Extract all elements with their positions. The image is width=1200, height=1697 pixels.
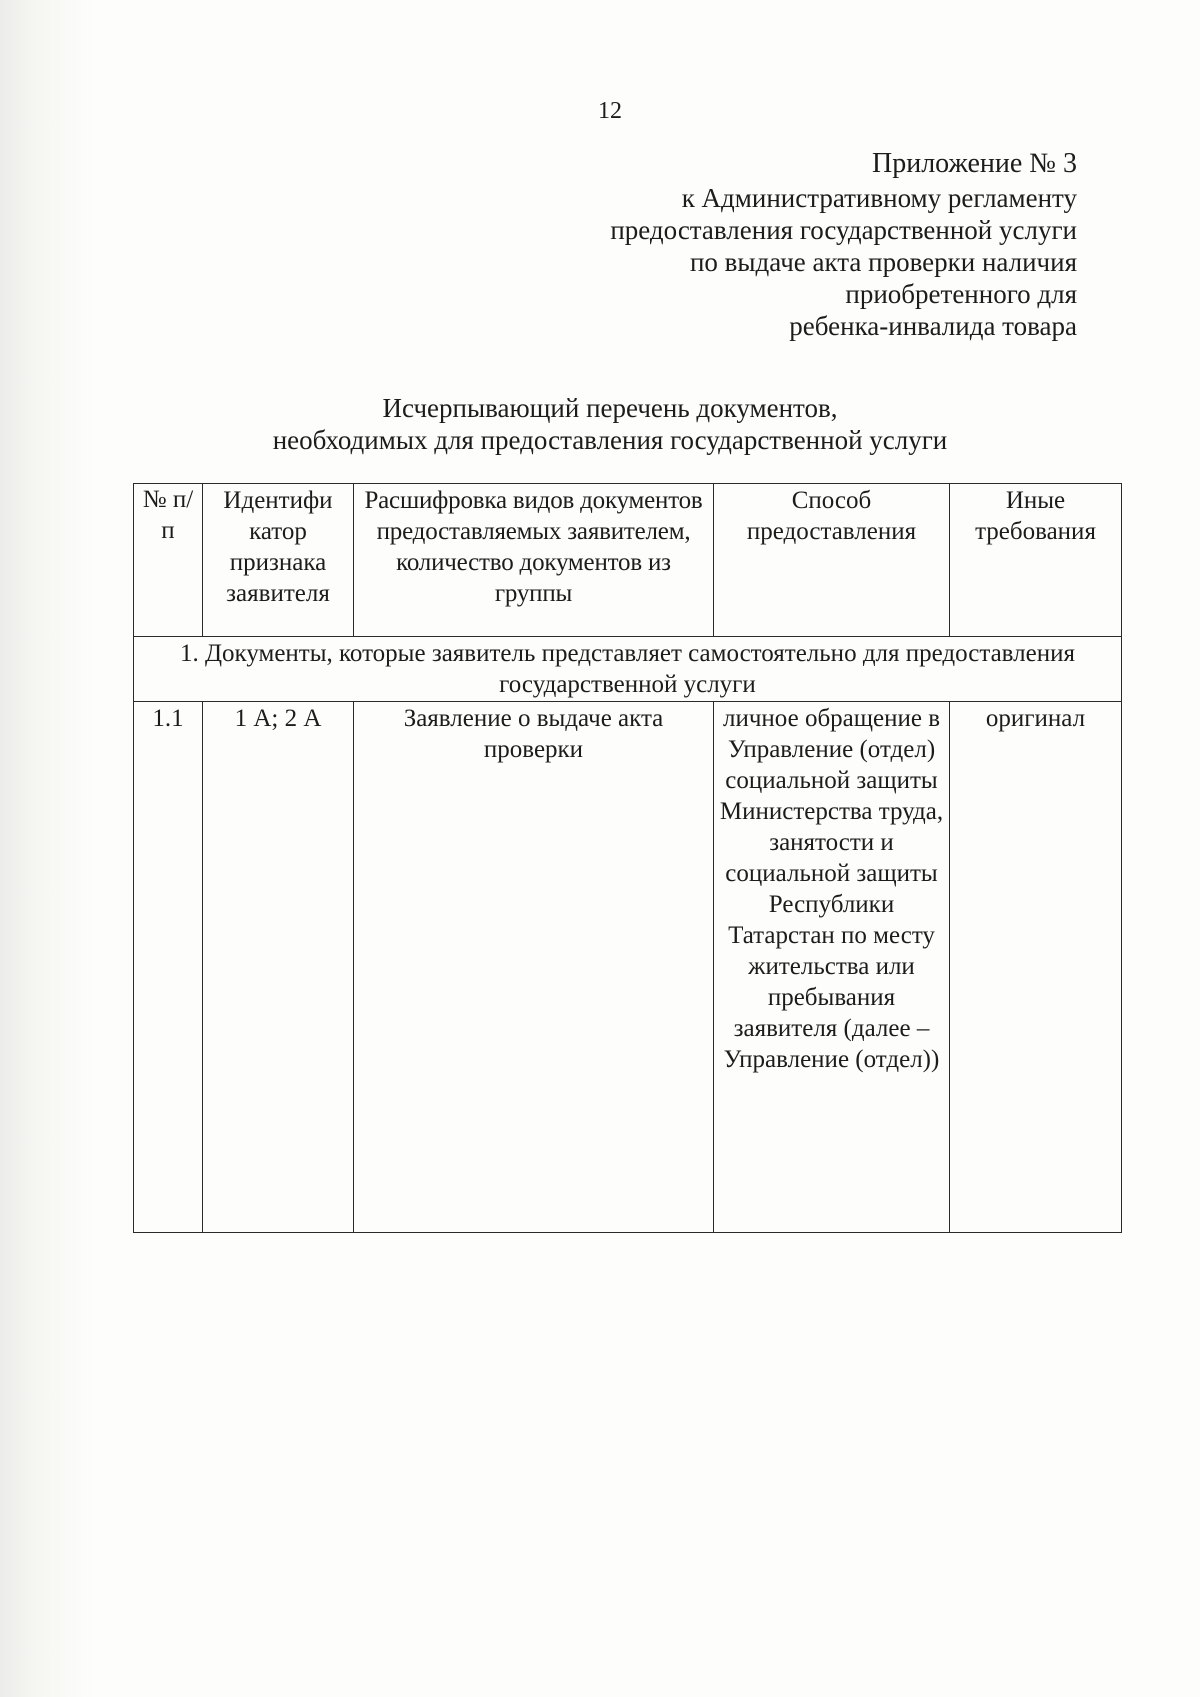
header-number: № п/п: [134, 484, 203, 637]
document-title-line: необходимых для предоставления государственной услуги: [272, 425, 948, 455]
annex-title: Приложение № 3: [872, 148, 1077, 179]
annex-line: предоставления государственной услуги: [610, 215, 1077, 245]
documents-table: [133, 483, 1122, 1233]
document-title: [0, 392, 1200, 456]
annex-line: приобретенного для: [845, 279, 1077, 309]
table-header-row: [134, 484, 1122, 637]
page-number: 12: [598, 98, 622, 124]
annex-header: [610, 148, 1077, 342]
cell-method: личное обращение в Управление (отдел) социальной защиты Министерства труда, занятости и социальной защиты Республики Татарстан по месту жительства или пребывания заявителя (далее – Управление (отдел)): [714, 702, 950, 1233]
header-description: Расшифровка видов документов предоставляемых заявителем, количество документов из группы: [354, 484, 714, 637]
annex-line: по выдаче акта проверки наличия: [689, 247, 1077, 277]
document-title-line: Исчерпывающий перечень документов,: [382, 393, 838, 423]
section-row: [134, 637, 1122, 702]
section-heading: 1. Документы, которые заявитель представляет самостоятельно для предоставления государственной услуги: [134, 637, 1122, 702]
cell-description: Заявление о выдаче акта проверки: [354, 702, 714, 1233]
table-row: [134, 702, 1122, 1233]
header-identifier: Идентифи катор признака заявителя: [203, 484, 354, 637]
cell-requirements: оригинал: [950, 702, 1122, 1233]
cell-number: 1.1: [134, 702, 203, 1233]
scan-shadow: [0, 0, 95, 1697]
annex-line: ребенка-инвалида товара: [789, 311, 1077, 341]
cell-identifier: 1 А; 2 А: [203, 702, 354, 1233]
header-method: Способ предоставления: [714, 484, 950, 637]
annex-line: к Административному регламенту: [681, 183, 1077, 213]
header-requirements: Иные требования: [950, 484, 1122, 637]
